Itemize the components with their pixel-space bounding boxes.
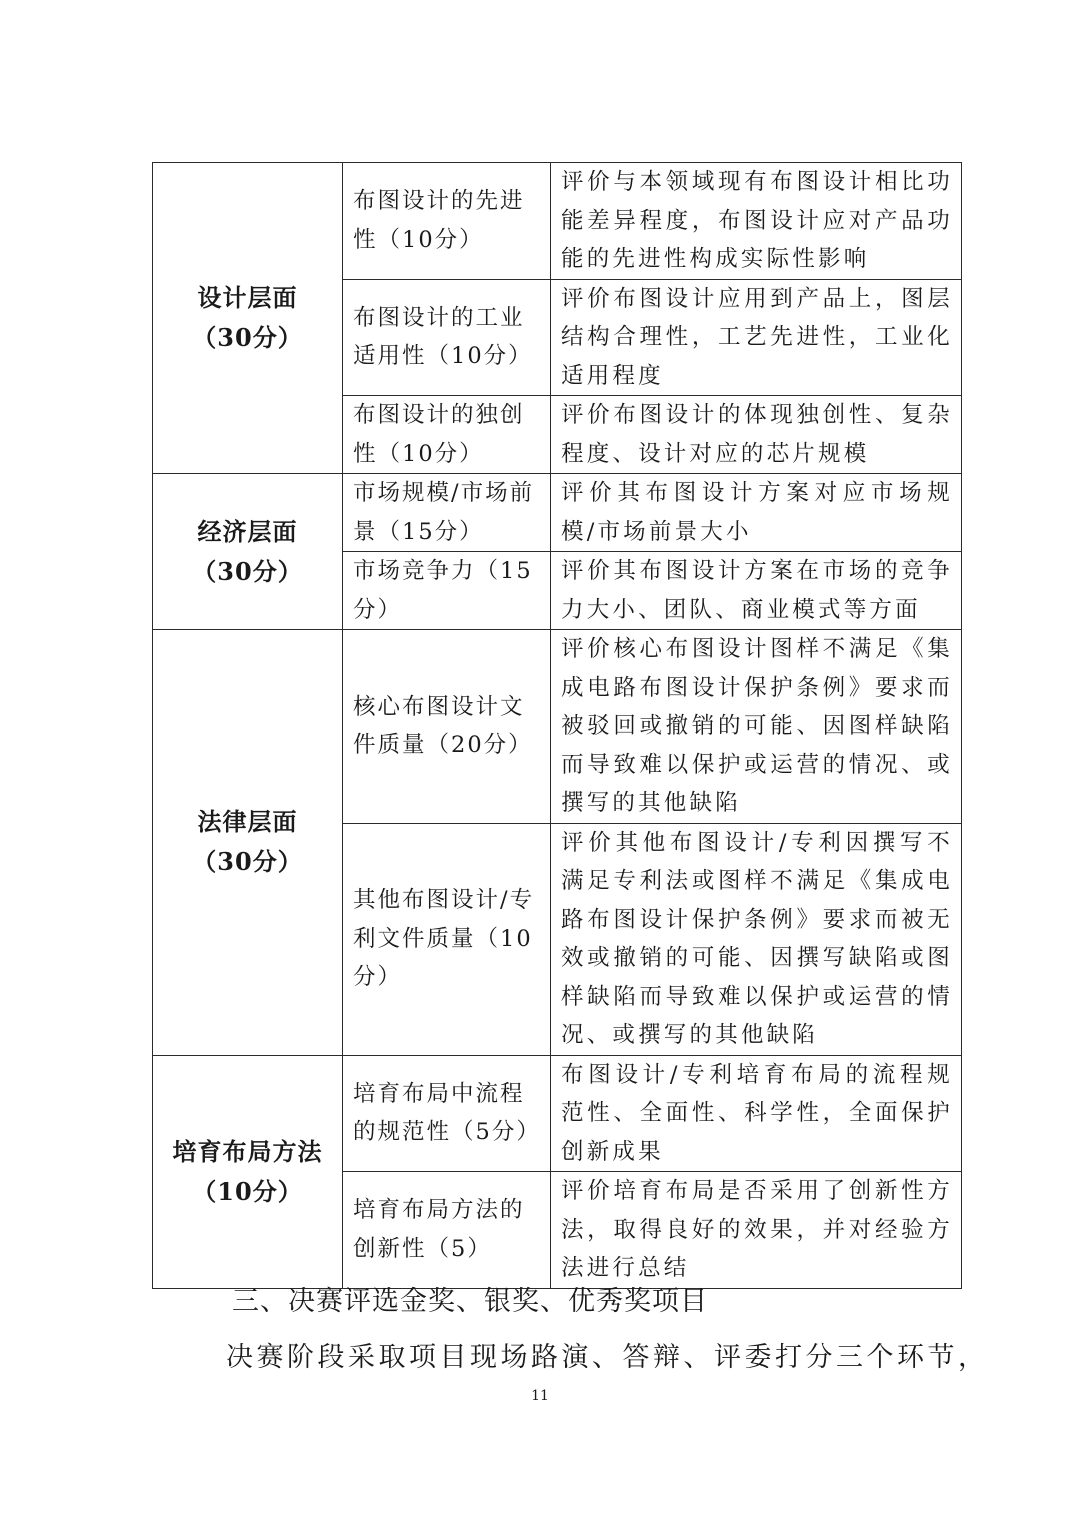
description-cell: 评价培育布局是否采用了创新性方法，取得良好的效果，并对经验方法进行总结 <box>551 1172 962 1289</box>
category-name: 经济层面 <box>197 516 298 546</box>
category-score: （30分） <box>192 323 303 352</box>
category-name: 设计层面 <box>197 283 298 312</box>
criterion-cell: 核心布图设计文件质量（20分） <box>343 630 551 824</box>
criterion-cell: 其他布图设计/专利文件质量（10分） <box>343 823 551 1055</box>
table-row <box>153 630 962 824</box>
scoring-criteria-table <box>152 162 962 1289</box>
description-cell: 评价核心布图设计图样不满足《集成电路布图设计保护条例》要求而被驳回或撤销的可能、因图样缺陷而导致难以保护或运营的情况、或撰写的其他缺陷 <box>551 630 962 824</box>
table-row <box>153 163 962 280</box>
category-cell <box>153 1055 343 1288</box>
page-number: 11 <box>531 1388 549 1404</box>
table-row <box>153 1055 962 1172</box>
criterion-cell: 培育布局中流程的规范性（5分） <box>343 1055 551 1172</box>
body-paragraph: 决赛阶段采取项目现场路演、答辩、评委打分三个环节， <box>226 1342 989 1373</box>
criterion-cell: 培育布局方法的创新性（5） <box>343 1172 551 1289</box>
criterion-cell: 布图设计的先进性（10分） <box>343 163 551 280</box>
criterion-cell: 市场竞争力（15分） <box>343 552 551 630</box>
category-score: （30分） <box>192 847 303 877</box>
category-name: 培育布局方法 <box>172 1136 323 1166</box>
section-heading: 三、决赛评选金奖、银奖、优秀奖项目 <box>232 1286 708 1317</box>
table-row <box>153 474 962 552</box>
description-cell: 评价布图设计的体现独创性、复杂程度、设计对应的芯片规模 <box>551 396 962 474</box>
description-cell: 评价与本领域现有布图设计相比功能差异程度，布图设计应对产品功能的先进性构成实际性影响 <box>551 163 962 280</box>
description-cell: 评价布图设计应用到产品上，图层结构合理性，工艺先进性，工业化适用程度 <box>551 279 962 396</box>
description-cell: 评价其布图设计方案在市场的竞争力大小、团队、商业模式等方面 <box>551 552 962 630</box>
category-score: （30分） <box>192 556 303 586</box>
description-cell: 评价其布图设计方案对应市场规模/市场前景大小 <box>551 474 962 552</box>
description-cell: 布图设计/专利培育布局的流程规范性、全面性、科学性，全面保护创新成果 <box>551 1055 962 1172</box>
category-cell <box>153 630 343 1056</box>
category-score: （10分） <box>192 1176 303 1206</box>
criterion-cell: 布图设计的独创性（10分） <box>343 396 551 474</box>
category-name: 法律层面 <box>197 807 298 837</box>
description-cell: 评价其他布图设计/专利因撰写不满足专利法或图样不满足《集成电路布图设计保护条例》要求而被无效或撤销的可能、因撰写缺陷或图样缺陷而导致难以保护或运营的情况、或撰写的其他缺陷 <box>551 823 962 1055</box>
category-cell <box>153 474 343 630</box>
criterion-cell: 布图设计的工业适用性（10分） <box>343 279 551 396</box>
criterion-cell: 市场规模/市场前景（15分） <box>343 474 551 552</box>
category-cell <box>153 163 343 474</box>
